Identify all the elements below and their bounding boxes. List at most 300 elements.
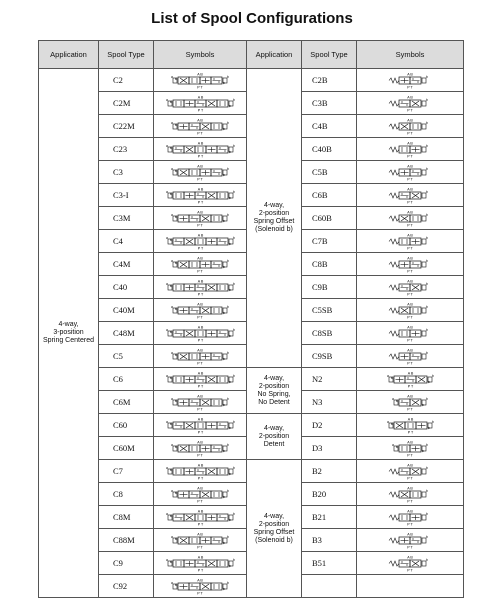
symbol-cell xyxy=(357,276,464,299)
svg-text:a: a xyxy=(166,420,168,424)
svg-text:A B: A B xyxy=(197,463,204,468)
svg-text:A B: A B xyxy=(197,394,203,399)
valve-symbol-icon xyxy=(378,370,442,388)
spool-type-cell: C5 xyxy=(99,345,154,368)
svg-text:b: b xyxy=(233,236,235,240)
svg-text:b: b xyxy=(426,535,428,539)
symbol-cell xyxy=(154,322,247,345)
valve-symbol-icon xyxy=(378,439,442,457)
valve-symbol-icon xyxy=(378,416,442,434)
symbol-cell xyxy=(154,69,247,92)
svg-text:A B: A B xyxy=(197,371,204,376)
svg-text:A B: A B xyxy=(407,256,413,261)
svg-text:A B: A B xyxy=(197,348,203,353)
svg-text:P T: P T xyxy=(407,545,413,550)
spool-type-cell: C2B xyxy=(302,69,357,92)
svg-text:P T: P T xyxy=(197,499,203,504)
svg-text:b: b xyxy=(233,420,235,424)
svg-text:P T: P T xyxy=(407,384,414,389)
symbol-cell xyxy=(154,483,247,506)
symbol-cell xyxy=(357,368,464,391)
spool-type-cell: C9B xyxy=(302,276,357,299)
symbol-cell xyxy=(357,506,464,529)
spool-type-cell: C7B xyxy=(302,230,357,253)
spool-type-cell: B2 xyxy=(302,460,357,483)
spool-type-cell: C40M xyxy=(99,299,154,322)
spool-type-cell: C5SB xyxy=(302,299,357,322)
application-cell-right: 4-way, 2-position Spring Offset (Solenoid b) xyxy=(247,460,302,598)
valve-symbol-icon xyxy=(168,439,232,457)
svg-text:P T: P T xyxy=(197,177,203,182)
spool-type-cell: B3 xyxy=(302,529,357,552)
spool-type-cell: N3 xyxy=(302,391,357,414)
header-application-right: Application xyxy=(247,41,302,69)
symbol-cell xyxy=(154,460,247,483)
spool-type-cell: C88M xyxy=(99,529,154,552)
spool-type-cell: C4M xyxy=(99,253,154,276)
svg-text:a: a xyxy=(171,351,173,355)
svg-text:A B: A B xyxy=(197,141,204,146)
svg-text:A B: A B xyxy=(407,486,413,491)
svg-text:P T: P T xyxy=(197,453,203,458)
svg-text:P T: P T xyxy=(407,338,413,343)
svg-text:P T: P T xyxy=(197,131,203,136)
svg-text:P T: P T xyxy=(407,292,413,297)
table-row xyxy=(39,368,464,391)
svg-text:A B: A B xyxy=(407,95,413,100)
svg-text:b: b xyxy=(426,558,428,562)
symbol-cell xyxy=(154,276,247,299)
svg-text:a: a xyxy=(171,213,173,217)
svg-text:P T: P T xyxy=(407,200,413,205)
valve-symbol-icon xyxy=(380,462,440,480)
svg-text:P T: P T xyxy=(407,315,413,320)
svg-text:A B: A B xyxy=(197,233,204,238)
symbol-cell xyxy=(357,322,464,345)
svg-text:A B: A B xyxy=(197,302,203,307)
svg-text:A B: A B xyxy=(197,279,204,284)
svg-text:P T: P T xyxy=(197,292,204,297)
symbol-cell xyxy=(154,391,247,414)
svg-text:P T: P T xyxy=(197,85,203,90)
svg-text:b: b xyxy=(227,351,229,355)
spool-type-cell: C6B xyxy=(302,184,357,207)
spool-type-cell: C22M xyxy=(99,115,154,138)
svg-text:P T: P T xyxy=(407,269,413,274)
svg-text:P T: P T xyxy=(407,154,413,159)
valve-symbol-icon xyxy=(166,278,235,297)
spool-type-cell: C2M xyxy=(99,92,154,115)
svg-text:b: b xyxy=(233,144,235,148)
symbol-cell xyxy=(154,230,247,253)
symbol-cell xyxy=(357,437,464,460)
svg-text:b: b xyxy=(227,167,229,171)
svg-text:A B: A B xyxy=(407,463,413,468)
header-spool-type-left: Spool Type xyxy=(99,41,154,69)
svg-text:P T: P T xyxy=(197,108,204,113)
table-row xyxy=(39,69,464,92)
svg-text:A B: A B xyxy=(407,302,413,307)
svg-text:A B: A B xyxy=(407,210,413,215)
spool-type-cell: C9SB xyxy=(302,345,357,368)
application-cell-left: 4-way, 3-position Spring Centered xyxy=(39,69,99,598)
valve-symbol-icon xyxy=(380,117,440,135)
svg-text:P T: P T xyxy=(407,499,413,504)
spool-type-cell: N2 xyxy=(302,368,357,391)
valve-symbol-icon xyxy=(380,485,440,503)
symbol-cell xyxy=(154,345,247,368)
valve-symbol-icon xyxy=(166,324,235,343)
symbol-cell xyxy=(154,207,247,230)
svg-text:b: b xyxy=(426,144,428,148)
spool-type-cell: C40 xyxy=(99,276,154,299)
svg-text:a: a xyxy=(166,236,168,240)
svg-text:A B: A B xyxy=(407,509,413,514)
page-title: List of Spool Configurations xyxy=(151,10,353,27)
svg-text:a: a xyxy=(166,374,168,378)
valve-symbol-icon xyxy=(380,232,440,250)
svg-text:b: b xyxy=(233,328,235,332)
valve-symbol-icon xyxy=(380,209,440,227)
header-spool-type-right: Spool Type xyxy=(302,41,357,69)
valve-symbol-icon xyxy=(380,324,440,342)
svg-text:a: a xyxy=(171,305,173,309)
svg-text:P T: P T xyxy=(197,476,204,481)
svg-text:a: a xyxy=(166,98,168,102)
svg-text:P T: P T xyxy=(197,591,203,596)
svg-text:A B: A B xyxy=(197,325,204,330)
symbol-cell xyxy=(154,575,247,598)
symbol-cell xyxy=(357,115,464,138)
svg-text:P T: P T xyxy=(407,177,413,182)
svg-text:b: b xyxy=(233,190,235,194)
valve-symbol-icon xyxy=(168,163,232,181)
symbol-cell xyxy=(154,184,247,207)
svg-text:b: b xyxy=(233,282,235,286)
symbol-cell xyxy=(357,253,464,276)
svg-text:b: b xyxy=(426,443,428,447)
spool-type-cell: C23 xyxy=(99,138,154,161)
application-cell-right: 4-way, 2-position No Spring, No Detent xyxy=(247,368,302,414)
svg-text:A B: A B xyxy=(197,578,203,583)
svg-text:b: b xyxy=(227,121,229,125)
header-application-left: Application xyxy=(39,41,99,69)
svg-text:P T: P T xyxy=(197,154,204,159)
symbol-cell xyxy=(154,414,247,437)
svg-text:A B: A B xyxy=(407,532,413,537)
valve-symbol-icon xyxy=(168,301,232,319)
svg-text:b: b xyxy=(426,282,428,286)
svg-text:P T: P T xyxy=(197,407,203,412)
spool-type-cell: C8 xyxy=(99,483,154,506)
application-cell-right: 4-way, 2-position Detent xyxy=(247,414,302,460)
svg-text:A B: A B xyxy=(407,440,413,445)
svg-text:a: a xyxy=(166,558,168,562)
header-symbols-right: Symbols xyxy=(357,41,464,69)
valve-symbol-icon xyxy=(380,163,440,181)
svg-text:A B: A B xyxy=(197,486,203,491)
spool-type-cell: C8B xyxy=(302,253,357,276)
valve-symbol-icon xyxy=(380,71,440,89)
valve-symbol-icon xyxy=(380,347,440,365)
svg-text:a: a xyxy=(166,328,168,332)
svg-text:A B: A B xyxy=(197,118,203,123)
spool-type-cell: C3-I xyxy=(99,184,154,207)
svg-text:a: a xyxy=(171,535,173,539)
svg-text:b: b xyxy=(426,98,428,102)
table-row xyxy=(39,414,464,437)
svg-text:P T: P T xyxy=(407,131,413,136)
svg-text:b: b xyxy=(227,443,229,447)
svg-text:b: b xyxy=(227,305,229,309)
svg-text:a: a xyxy=(392,443,394,447)
svg-text:b: b xyxy=(426,512,428,516)
valve-symbol-icon xyxy=(168,117,232,135)
svg-text:A B: A B xyxy=(197,440,203,445)
valve-symbol-icon xyxy=(166,232,235,251)
svg-text:a: a xyxy=(171,397,173,401)
svg-text:b: b xyxy=(233,512,235,516)
symbol-cell xyxy=(154,161,247,184)
svg-text:b: b xyxy=(426,259,428,263)
spool-type-cell: B51 xyxy=(302,552,357,575)
header-row xyxy=(39,41,464,69)
svg-text:P T: P T xyxy=(407,246,413,251)
symbol-cell xyxy=(357,552,464,575)
spool-type-cell: C60M xyxy=(99,437,154,460)
symbol-cell xyxy=(357,529,464,552)
svg-text:a: a xyxy=(171,121,173,125)
symbol-cell xyxy=(154,368,247,391)
symbol-cell xyxy=(154,506,247,529)
valve-symbol-icon xyxy=(168,347,232,365)
svg-text:P T: P T xyxy=(407,522,413,527)
svg-text:P T: P T xyxy=(197,361,203,366)
symbol-cell xyxy=(357,230,464,253)
svg-text:P T: P T xyxy=(197,568,204,573)
spool-type-cell: C5B xyxy=(302,161,357,184)
svg-text:a: a xyxy=(166,144,168,148)
svg-text:P T: P T xyxy=(407,407,413,412)
svg-text:a: a xyxy=(166,512,168,516)
svg-text:b: b xyxy=(426,190,428,194)
svg-text:a: a xyxy=(171,75,173,79)
application-cell-right: 4-way, 2-position Spring Offset (Solenoid b) xyxy=(247,69,302,368)
svg-text:b: b xyxy=(227,397,229,401)
svg-text:P T: P T xyxy=(407,430,414,435)
symbol-cell xyxy=(357,92,464,115)
svg-text:A B: A B xyxy=(407,279,413,284)
valve-symbol-icon xyxy=(166,554,235,573)
svg-text:P T: P T xyxy=(197,269,203,274)
spool-type-cell: C4B xyxy=(302,115,357,138)
svg-text:b: b xyxy=(426,167,428,171)
svg-text:P T: P T xyxy=(407,453,413,458)
svg-text:P T: P T xyxy=(407,476,413,481)
svg-text:a: a xyxy=(171,489,173,493)
valve-symbol-icon xyxy=(380,186,440,204)
svg-text:b: b xyxy=(227,489,229,493)
svg-text:A B: A B xyxy=(407,233,413,238)
svg-text:a: a xyxy=(166,466,168,470)
svg-text:A B: A B xyxy=(407,72,413,77)
svg-text:b: b xyxy=(426,236,428,240)
svg-text:b: b xyxy=(233,374,235,378)
svg-text:b: b xyxy=(227,581,229,585)
valve-symbol-icon xyxy=(166,370,235,389)
valve-symbol-icon xyxy=(380,278,440,296)
spool-type-cell: B20 xyxy=(302,483,357,506)
spool-type-cell: B21 xyxy=(302,506,357,529)
svg-text:b: b xyxy=(227,259,229,263)
svg-text:a: a xyxy=(166,190,168,194)
symbol-cell xyxy=(154,299,247,322)
svg-text:A B: A B xyxy=(197,210,203,215)
spool-type-cell: C6M xyxy=(99,391,154,414)
spool-type-cell xyxy=(302,575,357,598)
valve-symbol-icon xyxy=(168,255,232,273)
svg-text:A B: A B xyxy=(197,555,204,560)
svg-text:A B: A B xyxy=(407,325,413,330)
svg-text:A B: A B xyxy=(407,118,413,123)
valve-symbol-icon xyxy=(168,393,232,411)
valve-symbol-icon xyxy=(166,186,235,205)
symbol-cell xyxy=(154,115,247,138)
svg-text:A B: A B xyxy=(197,417,204,422)
symbol-cell xyxy=(154,437,247,460)
svg-text:a: a xyxy=(392,397,394,401)
svg-text:b: b xyxy=(233,558,235,562)
valve-symbol-icon xyxy=(380,508,440,526)
spool-type-cell: C60 xyxy=(99,414,154,437)
svg-text:b: b xyxy=(227,75,229,79)
svg-text:P T: P T xyxy=(197,545,203,550)
svg-text:b: b xyxy=(426,489,428,493)
spool-type-cell: C40B xyxy=(302,138,357,161)
svg-text:P T: P T xyxy=(407,568,413,573)
symbol-cell xyxy=(357,414,464,437)
svg-text:b: b xyxy=(426,75,428,79)
symbol-cell xyxy=(357,184,464,207)
symbol-cell xyxy=(357,575,464,598)
symbol-cell xyxy=(357,161,464,184)
spool-type-cell: C3 xyxy=(99,161,154,184)
svg-text:P T: P T xyxy=(407,85,413,90)
svg-text:A B: A B xyxy=(407,371,414,376)
svg-text:A B: A B xyxy=(407,348,413,353)
svg-text:A B: A B xyxy=(407,394,413,399)
svg-text:P T: P T xyxy=(407,108,413,113)
valve-symbol-icon xyxy=(380,255,440,273)
svg-text:a: a xyxy=(171,581,173,585)
svg-text:P T: P T xyxy=(197,223,203,228)
spool-type-cell: C8M xyxy=(99,506,154,529)
symbol-cell xyxy=(357,299,464,322)
spool-type-cell: C60B xyxy=(302,207,357,230)
svg-text:P T: P T xyxy=(407,223,413,228)
valve-symbol-icon xyxy=(380,140,440,158)
svg-text:b: b xyxy=(233,98,235,102)
valve-symbol-icon xyxy=(168,485,232,503)
svg-text:A B: A B xyxy=(407,164,413,169)
svg-text:b: b xyxy=(426,351,428,355)
svg-text:b: b xyxy=(426,466,428,470)
spool-type-cell: D2 xyxy=(302,414,357,437)
svg-text:A B: A B xyxy=(197,72,203,77)
spool-type-cell: C9 xyxy=(99,552,154,575)
spool-type-cell: D3 xyxy=(302,437,357,460)
svg-text:P T: P T xyxy=(407,361,413,366)
svg-text:b: b xyxy=(233,466,235,470)
spool-type-cell: C8SB xyxy=(302,322,357,345)
valve-symbol-icon xyxy=(166,94,235,113)
valve-symbol-icon xyxy=(380,531,440,549)
svg-text:A B: A B xyxy=(197,509,204,514)
spool-type-cell: C6 xyxy=(99,368,154,391)
table-row xyxy=(39,460,464,483)
symbol-cell xyxy=(154,253,247,276)
svg-text:b: b xyxy=(426,328,428,332)
svg-text:A B: A B xyxy=(407,141,413,146)
svg-text:P T: P T xyxy=(197,315,203,320)
spool-type-cell: C92 xyxy=(99,575,154,598)
valve-symbol-icon xyxy=(168,209,232,227)
svg-text:A B: A B xyxy=(407,187,413,192)
svg-text:P T: P T xyxy=(197,338,204,343)
spool-table xyxy=(38,40,464,598)
symbol-cell xyxy=(357,345,464,368)
svg-text:a: a xyxy=(387,374,389,378)
svg-text:A B: A B xyxy=(407,417,414,422)
svg-text:A B: A B xyxy=(197,256,203,261)
symbol-cell xyxy=(357,391,464,414)
valve-symbol-icon xyxy=(168,577,232,595)
svg-text:a: a xyxy=(166,282,168,286)
spool-type-cell: C3M xyxy=(99,207,154,230)
svg-text:a: a xyxy=(171,443,173,447)
symbol-cell xyxy=(154,138,247,161)
svg-text:b: b xyxy=(432,374,434,378)
svg-text:A B: A B xyxy=(197,187,204,192)
spool-type-cell: C48M xyxy=(99,322,154,345)
valve-symbol-icon xyxy=(166,508,235,527)
valve-symbol-icon xyxy=(380,94,440,112)
svg-text:P T: P T xyxy=(197,522,204,527)
spool-type-cell: C3B xyxy=(302,92,357,115)
svg-text:b: b xyxy=(426,397,428,401)
valve-symbol-icon xyxy=(378,393,442,411)
symbol-cell xyxy=(357,483,464,506)
svg-text:A B: A B xyxy=(197,95,204,100)
svg-text:b: b xyxy=(426,213,428,217)
svg-text:A B: A B xyxy=(407,555,413,560)
valve-symbol-icon xyxy=(166,462,235,481)
svg-text:A B: A B xyxy=(197,164,203,169)
svg-text:P T: P T xyxy=(197,384,204,389)
valve-symbol-icon xyxy=(380,554,440,572)
svg-text:a: a xyxy=(171,167,173,171)
symbol-cell xyxy=(357,207,464,230)
header-symbols-left: Symbols xyxy=(154,41,247,69)
valve-symbol-icon xyxy=(166,416,235,435)
svg-text:P T: P T xyxy=(197,200,204,205)
svg-text:b: b xyxy=(432,420,434,424)
spool-type-cell: C4 xyxy=(99,230,154,253)
symbol-cell xyxy=(357,69,464,92)
svg-text:a: a xyxy=(171,259,173,263)
svg-text:P T: P T xyxy=(197,430,204,435)
svg-text:b: b xyxy=(227,535,229,539)
